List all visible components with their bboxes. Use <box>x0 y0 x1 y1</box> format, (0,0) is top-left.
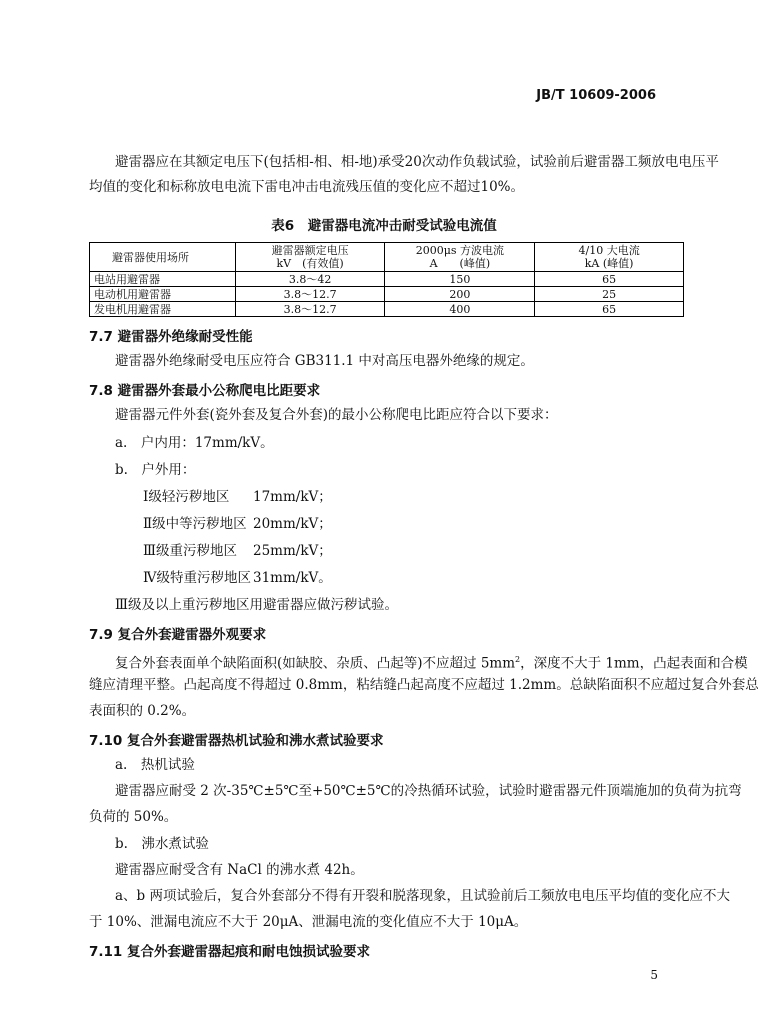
section-7-8-heading: 7.8 避雷器外套最小公称爬电比距要求 <box>89 383 321 399</box>
section-7-10-a-line-1: 避雷器应耐受 2 次-35℃±5℃至+50℃±5℃的冷热循环试验，试验时避雷器元件顶端施加的负荷为抗弯 <box>115 783 742 799</box>
page-number: 5 <box>650 968 658 982</box>
section-7-10-item-a: a. 热机试验 <box>115 757 195 773</box>
section-7-7-text: 避雷器外绝缘耐受电压应符合 GB311.1 中对高压电器外绝缘的规定。 <box>115 353 534 369</box>
section-7-8-text: 避雷器元件外套(瓷外套及复合外套)的最小公称爬电比距应符合以下要求： <box>115 407 558 423</box>
section-7-7-heading: 7.7 避雷器外绝缘耐受性能 <box>89 329 253 345</box>
table-cell-high-current: 65 <box>535 302 684 317</box>
table-cell-square-wave: 150 <box>385 272 535 287</box>
intro-line-2: 均值的变化和标称放电电流下雷电冲击电流残压值的变化应不超过10%。 <box>89 179 525 195</box>
pollution-level-1-value: 17mm/kV； <box>253 489 332 505</box>
section-7-9-line-1: 复合外套表面单个缺陷面积(如缺胶、杂质、凸起等)不应超过 $5mm^2$，深度不大于 1mm，凸起表面和合模 <box>115 655 748 672</box>
table-cell-location: 发电机用避雷器 <box>90 302 236 317</box>
section-7-10-a-line-2: 负荷的 50%。 <box>89 809 178 825</box>
section-7-10-item-b: b. 沸水煮试验 <box>115 836 209 852</box>
header-high-current: 4/10 大电流 kA (峰值) <box>535 243 684 272</box>
section-7-8-item-b: b. 户外用： <box>115 462 196 478</box>
pollution-level-1-label: Ⅰ级轻污秽地区 <box>143 489 230 505</box>
document-id: JB/T 10609-2006 <box>536 88 656 103</box>
current-values-table <box>89 242 684 317</box>
intro-line-1: 避雷器应在其额定电压下(包括相-相、相-地)承受20次动作负载试验，试验前后避雷器工频放电电压平 <box>115 154 719 170</box>
section-7-10-c-line-1: a、b 两项试验后，复合外套部分不得有开裂和脱落现象，且试验前后工频放电电压平均值的变化应不大 <box>115 888 730 904</box>
pollution-level-3-value: 25mm/kV； <box>253 543 332 559</box>
pollution-level-2-label: Ⅱ级中等污秽地区 <box>143 516 247 532</box>
table-header-row <box>90 243 684 272</box>
header-usage-location: 避雷器使用场所 <box>90 243 236 272</box>
table-cell-voltage: 3.8～12.7 <box>235 287 385 302</box>
table-title: 表6 避雷器电流冲击耐受试验电流值 <box>271 218 497 234</box>
table-row <box>90 287 684 302</box>
section-7-11-heading: 7.11 复合外套避雷器起痕和耐电蚀损试验要求 <box>89 944 371 960</box>
section-7-10-b-line: 避雷器应耐受含有 NaCl 的沸水煮 42h。 <box>115 862 364 878</box>
section-7-8-note: Ⅲ级及以上重污秽地区用避雷器应做污秽试验。 <box>115 597 399 613</box>
section-7-10-heading: 7.10 复合外套避雷器热机试验和沸水煮试验要求 <box>89 733 384 749</box>
pollution-level-4-label: Ⅳ级特重污秽地区 <box>143 570 251 586</box>
header-rated-voltage: 避雷器额定电压 kV (有效值) <box>235 243 385 272</box>
header-square-wave-current: 2000μs 方波电流 A (峰值) <box>385 243 535 272</box>
table-cell-square-wave: 400 <box>385 302 535 317</box>
table-cell-square-wave: 200 <box>385 287 535 302</box>
table-cell-location: 电站用避雷器 <box>90 272 236 287</box>
pollution-level-4-value: 31mm/kV。 <box>253 570 332 586</box>
pollution-level-3-label: Ⅲ级重污秽地区 <box>143 543 238 559</box>
table-cell-high-current: 65 <box>535 272 684 287</box>
table-cell-high-current: 25 <box>535 287 684 302</box>
section-7-9-line-2: 缝应清理平整。凸起高度不得超过 0.8mm，粘结缝凸起高度不应超过 1.2mm。总缺陷面积不应超过复合外套总 <box>89 677 759 693</box>
section-7-8-item-a: a. 户内用：17mm/kV。 <box>115 435 274 451</box>
table-cell-location: 电动机用避雷器 <box>90 287 236 302</box>
table-cell-voltage: 3.8～12.7 <box>235 302 385 317</box>
table-row <box>90 302 684 317</box>
section-7-9-heading: 7.9 复合外套避雷器外观要求 <box>89 627 267 643</box>
table-row <box>90 272 684 287</box>
table-cell-voltage: 3.8～42 <box>235 272 385 287</box>
section-7-10-c-line-2: 于 10%、泄漏电流应不大于 20μA、泄漏电流的变化值应不大于 10μA。 <box>89 914 528 930</box>
pollution-level-2-value: 20mm/kV； <box>253 516 332 532</box>
section-7-9-line-3: 表面积的 0.2%。 <box>89 703 196 719</box>
